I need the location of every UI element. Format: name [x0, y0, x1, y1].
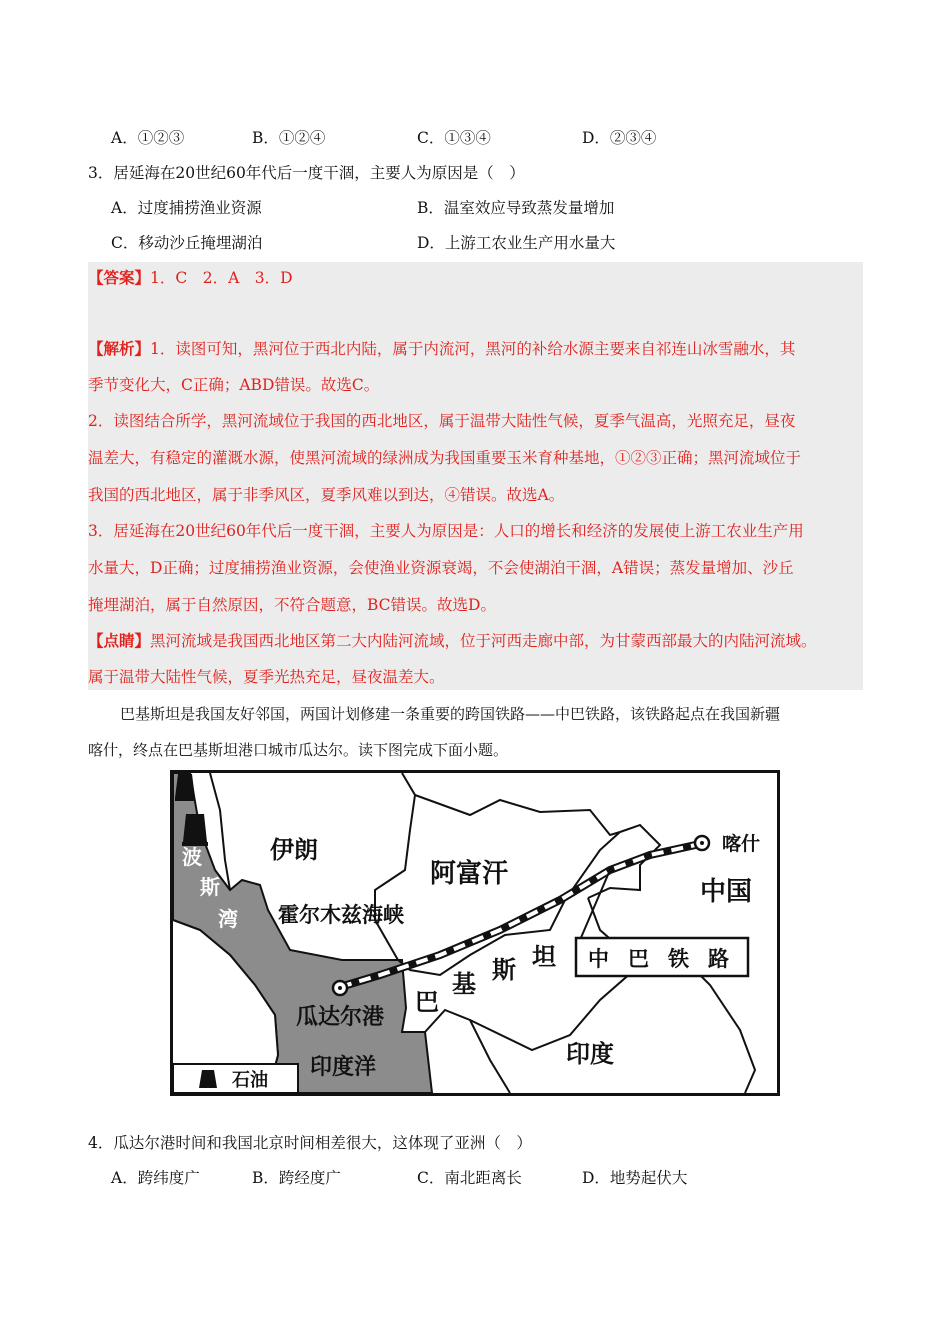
railway-label-4: 路 [708, 947, 729, 971]
q2-option-a: A．①②③ [111, 129, 185, 147]
q4-option-a: A．跨纬度广 [111, 1169, 200, 1187]
map-figure [170, 770, 780, 1096]
analysis-line-1 [88, 339, 795, 359]
label-pakistan-3: 斯 [492, 956, 516, 984]
label-pakistan-4: 坦 [532, 943, 556, 971]
analysis-line-4: 温差大，有稳定的灌溉水源，使黑河流域的绿洲成为我国重要玉米育种基地，①②③正确；黑河流域位于 [88, 449, 802, 467]
q2-option-b: B．①②④ [252, 129, 326, 147]
q3-option-c: C．移动沙丘掩埋湖泊 [111, 234, 263, 252]
label-gulf-3: 湾 [218, 907, 238, 931]
railway-label-1: 中 [588, 947, 609, 971]
intro-line-2: 喀什，终点在巴基斯坦港口城市瓜达尔。读下图完成下面小题。 [88, 741, 509, 759]
label-china: 中国 [700, 877, 753, 907]
railway-label-3: 铁 [668, 947, 689, 971]
label-iran: 伊朗 [270, 836, 318, 864]
label-gulf-2: 斯 [200, 875, 220, 899]
analysis-line-7: 水量大，D正确；过度捕捞渔业资源，会使渔业资源衰竭，不会使湖泊干涸，A错误；蒸发量增加、沙丘 [88, 559, 794, 577]
label-pakistan-1: 巴 [415, 988, 439, 1016]
q3-stem: 3．居延海在20世纪60年代后一度干涸，主要人为原因是（ ） [88, 164, 525, 182]
map-svg [170, 770, 780, 1096]
label-gwadar: 瓜达尔港 [296, 1005, 385, 1030]
analysis-line-2: 季节变化大，C正确；ABD错误。故选C。 [88, 376, 380, 394]
q2-option-c: C．①③④ [417, 129, 491, 147]
label-india: 印度 [566, 1040, 614, 1068]
label-kashgar: 喀什 [722, 833, 761, 855]
intro-line-1: 巴基斯坦是我国友好邻国，两国计划修建一条重要的跨国铁路——中巴铁路，该铁路起点在我国新疆 [120, 705, 781, 723]
comment-line-1 [88, 631, 817, 651]
answer-line [88, 268, 293, 288]
railway-label-2: 巴 [628, 947, 649, 971]
comment-line-2: 属于温带大陆性气候，夏季光热充足，昼夜温差大。 [88, 668, 445, 686]
label-afghanistan: 阿富汗 [430, 859, 509, 889]
legend-oil-icon [199, 1070, 217, 1088]
oil-icon-gulf [183, 814, 207, 842]
analysis-text: 1．读图可知，黑河位于西北内陆，属于内流河，黑河的补给水源主要来自祁连山冰雪融水，其 [150, 340, 796, 358]
label-gulf-1: 波 [182, 845, 202, 869]
q3-option-b: B．温室效应导致蒸发量增加 [417, 199, 615, 217]
answer-panel [88, 262, 863, 690]
analysis-line-5: 我国的西北地区，属于非季风区，夏季风难以到达，④错误。故选A。 [88, 486, 565, 504]
answer-text: 1．C 2．A 3．D [150, 269, 293, 287]
analysis-line-8: 掩埋湖泊，属于自然原因，不符合题意，BC错误。故选D。 [88, 596, 496, 614]
q3-option-a: A．过度捕捞渔业资源 [111, 199, 262, 217]
answer-tag: 【答案】 [88, 268, 151, 287]
comment-text: 黑河流域是我国西北地区第二大内陆河流域，位于河西走廊中部，为甘蒙西部最大的内陆河流域。 [150, 632, 817, 650]
q4-stem: 4．瓜达尔港时间和我国北京时间相差很大，这体现了亚洲（ ） [88, 1134, 532, 1152]
q2-option-d: D．②③④ [582, 129, 657, 147]
q3-option-d: D．上游工农业生产用水量大 [417, 234, 616, 252]
analysis-line-3: 2．读图结合所学，黑河流域位于我国的西北地区，属于温带大陆性气候，夏季气温高，光照充足，昼夜 [88, 412, 796, 430]
q4-option-b: B．跨经度广 [252, 1169, 341, 1187]
analysis-line-6: 3．居延海在20世纪60年代后一度干涸，主要人为原因是：人口的增长和经济的发展使上游工农业生产用 [88, 522, 804, 540]
label-indian-ocean: 印度洋 [310, 1055, 377, 1080]
oil-icon-top [175, 774, 195, 798]
q4-option-d: D．地势起伏大 [582, 1169, 688, 1187]
q4-option-c: C．南北距离长 [417, 1169, 522, 1187]
label-hormuz: 霍尔木兹海峡 [278, 903, 404, 927]
comment-tag: 【点睛】 [88, 631, 151, 650]
legend-oil-label: 石油 [232, 1070, 268, 1091]
analysis-tag: 【解析】 [88, 339, 151, 358]
label-pakistan-2: 基 [452, 970, 476, 998]
